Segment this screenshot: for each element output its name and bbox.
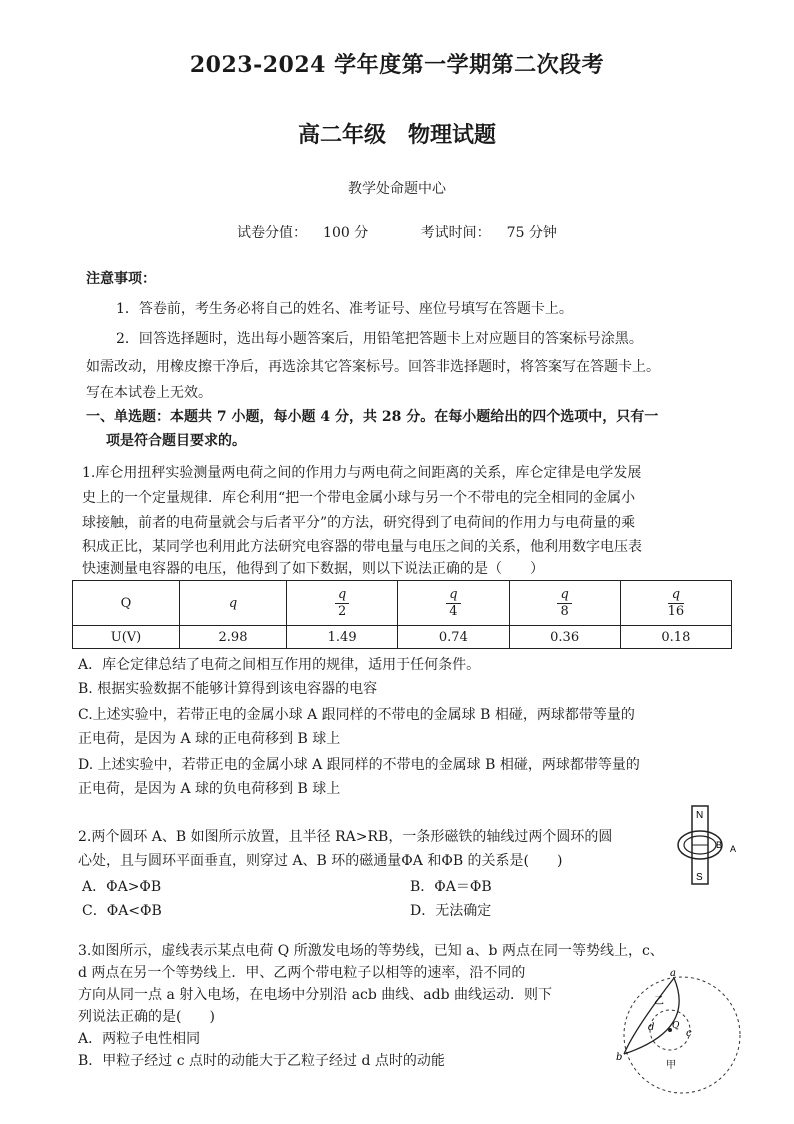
q1-charge-half (287, 581, 398, 626)
q1-data-table (72, 580, 732, 649)
particle-yi-label: 乙 (654, 996, 664, 1007)
q2-option-c: C．ΦA<ΦB (82, 903, 162, 919)
outer-equipotential (624, 977, 740, 1093)
q1-option-a: A．库仑定律总结了电荷之间相互作用的规律，适用于任何条件。 (78, 657, 481, 673)
particle-jia-label: 甲 (666, 1060, 676, 1071)
exam-info (0, 222, 794, 242)
exam-title: 2023-2024 学年度第一学期第二次段考 (189, 52, 605, 78)
q1-charge-q: q (180, 581, 287, 626)
ring-b-label: B (716, 840, 723, 850)
section1-heading-b: 项是符合题目要求的。 (106, 433, 246, 449)
subject-title: 高二年级 物理试题 (297, 122, 496, 148)
q1-voltage: 0.18 (620, 626, 731, 649)
q2-option-a: A．ΦA>ΦB (82, 879, 162, 895)
q2-line-1: 2.两个圆环 A、B 如图所示放置，且半径 RA>RB，一条形磁铁的轴线过两个圆环的圆 (78, 829, 613, 845)
q1-option-c-1: C.上述实验中，若带正电的金属小球 A 跟同样的不带电的金属球 B 相碰，两球都带等量的 (78, 707, 635, 723)
notes-heading: 注意事项： (86, 271, 156, 287)
frac-denominator: 2 (337, 603, 347, 619)
point-a-label: a (670, 970, 676, 979)
q2-magnet-figure (672, 800, 750, 890)
q1-voltage: 0.36 (509, 626, 620, 649)
q1-line-5: 快速测量电容器的电压，他得到了如下数据，则以下说法正确的是（ ） (82, 561, 544, 577)
q1-option-d-2: 正电荷，是因为 A 球的负电荷移到 B 球上 (78, 781, 341, 797)
q3-line-2: d 两点在另一个等势线上．甲、乙两个带电粒子以相等的速率，沿不同的 (78, 965, 526, 981)
q1-row1-label: Q (73, 581, 180, 626)
q1-line-4: 积成正比，某同学也利用此方法研究电容器的带电量与电压之间的关系，他利用数字电压表 (82, 539, 642, 555)
q3-line-1: 3.如图所示，虚线表示某点电荷 Q 所激发电场的等势线，已知 a、b 两点在同一等势线上，c、 (78, 943, 664, 959)
section1-heading-a: 一、单选题：本题共 7 小题，每小题 4 分，共 28 分。在每小题给出的四个选项中，只有一 (86, 409, 659, 425)
table-row (73, 626, 732, 649)
score-value: 100 分 (323, 225, 369, 241)
q1-charge-quarter (398, 581, 509, 626)
q3-option-b: B．甲粒子经过 c 点时的动能大于乙粒子经过 d 点时的动能 (78, 1053, 445, 1069)
notes-item-1: 1．答卷前，考生务必将自己的姓名、准考证号、座位号填写在答题卡上。 (116, 301, 573, 317)
point-d-label: d (648, 1022, 655, 1033)
frac-denominator: 4 (449, 603, 458, 619)
score-label: 试卷分值： (237, 225, 308, 241)
q1-voltage: 0.74 (398, 626, 509, 649)
time-value: 75 分钟 (506, 225, 557, 241)
time-label: 考试时间： (420, 225, 491, 241)
q1-voltage: 1.49 (287, 626, 398, 649)
magnet-n-label: N (696, 810, 704, 821)
frac-numerator: q (668, 587, 685, 604)
q2-line-2: 心处，且与圆环平面垂直，则穿过 A、B 环的磁通量ΦA 和ΦB 的关系是( ) (78, 853, 563, 869)
q1-line-3: 球接触，前者的电荷量就会与后者平分”的方法，研究得到了电荷间的作用力与电荷量的乘 (82, 515, 636, 531)
charge-q-label: Q (672, 1021, 680, 1031)
notes-item-2c: 写在本试卷上无效。 (86, 385, 212, 401)
q1-charge-sixteenth (620, 581, 731, 626)
magnet-s-label: S (696, 872, 703, 883)
notes-item-2b: 如需改动，用橡皮擦干净后，再选涂其它答案标号。回答非选择题时，将答案写在答题卡上。 (86, 359, 660, 375)
table-row (73, 581, 732, 626)
notes-item-2a: 2．回答选择题时，选出每小题答案后，用铅笔把答题卡上对应题目的答案标号涂黑。 (116, 331, 643, 347)
q1-option-d-1: D. 上述实验中，若带正电的金属小球 A 跟同样的不带电的金属球 B 相碰，两球都带等量的 (78, 757, 640, 773)
frac-denominator: 16 (667, 603, 685, 619)
q1-line-1: 1.库仑用扭秤实验测量两电荷之间的作用力与两电荷之间距离的关系，库仑定律是电学发展 (82, 465, 642, 481)
q1-voltage: 2.98 (180, 626, 287, 649)
ring-a-label: A (730, 844, 737, 854)
point-b-label: b (616, 1052, 623, 1063)
q3-field-figure (614, 970, 754, 1100)
q2-option-b: B．ΦA＝ΦB (410, 879, 492, 895)
frac-denominator: 8 (560, 603, 569, 619)
frac-numerator: q (557, 587, 571, 604)
issuer: 教学处命题中心 (348, 181, 446, 197)
frac-numerator: q (446, 587, 460, 604)
q3-option-a: A．两粒子电性相同 (78, 1031, 201, 1047)
q1-charge-eighth (509, 581, 620, 626)
q1-option-b: B. 根据实验数据不能够计算得到该电容器的电容 (78, 681, 378, 697)
q1-option-c-2: 正电荷，是因为 A 球的正电荷移到 B 球上 (78, 731, 341, 747)
point-c-label: c (686, 1028, 692, 1039)
path-acb (624, 978, 679, 1054)
q3-line-4: 列说法正确的是( ) (78, 1009, 215, 1025)
q3-line-3: 方向从同一点 a 射入电场，在电场中分别沿 acb 曲线、adb 曲线运动．则下 (78, 987, 553, 1003)
frac-numerator: q (335, 587, 349, 604)
q1-line-2: 史上的一个定量规律．库仑利用“把一个带电金属小球与另一个不带电的完全相同的金属小 (82, 490, 636, 506)
q2-option-d: D．无法确定 (410, 903, 492, 919)
q1-row2-label: U(V) (73, 626, 180, 649)
